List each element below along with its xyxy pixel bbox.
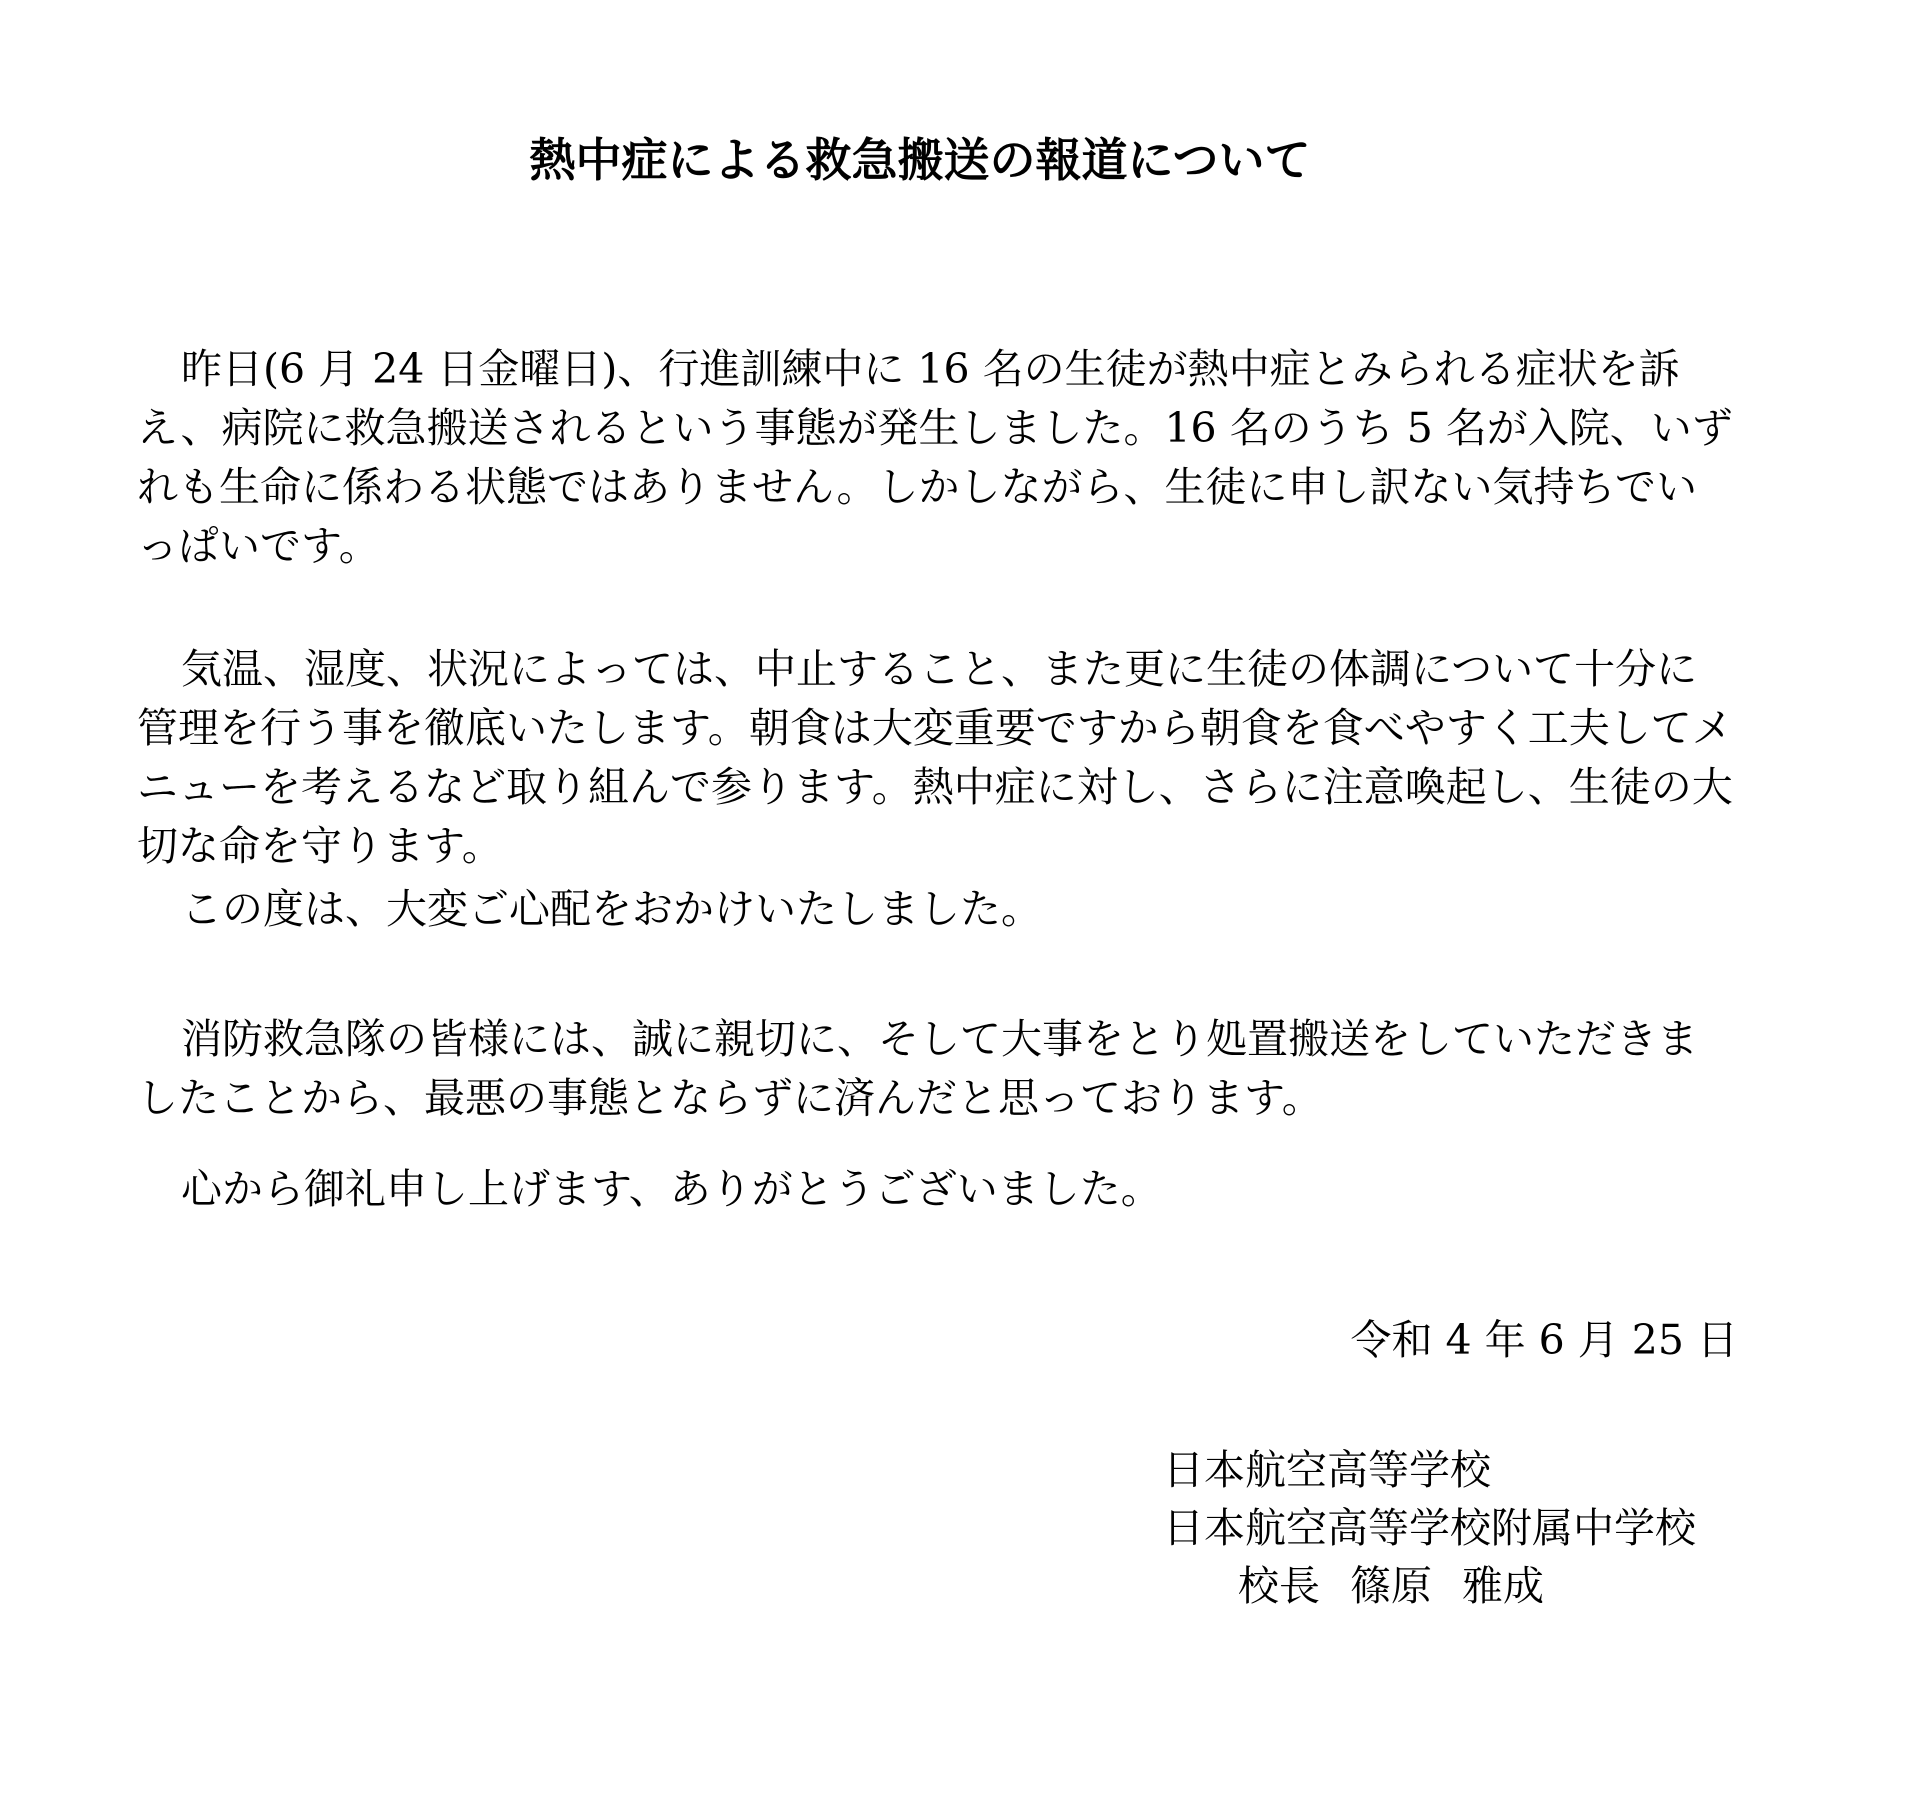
paragraph-text: 消防救急隊の皆様には、誠に親切に、そして大事をとり処置搬送をしていただきましたことから、最悪の事態とならずに済んだと思っております。 [137, 1015, 1698, 1122]
signature-role: 校長 [1238, 1562, 1320, 1610]
paragraph-text: 心から御礼申し上げます、ありがとうございました。 [181, 1165, 1162, 1213]
signature-school-junior-high: 日本航空高等学校附属中学校 [1163, 1504, 1696, 1552]
signature-school-high: 日本航空高等学校 [1163, 1446, 1491, 1494]
signature-given-name: 雅成 [1462, 1562, 1544, 1610]
document-date: 令和 4 年 6 月 25 日 [1350, 1316, 1738, 1364]
paragraph-thanks-firefighters [137, 1010, 1737, 1128]
signature-surname: 篠原 [1350, 1562, 1432, 1610]
paragraph-text: 気温、湿度、状況によっては、中止すること、また更に生徒の体調について十分に管理を行う事を徹底いたします。朝食は大変重要ですから朝食を食べやすく工夫してメニューを考えるなど取り組んで参ります。熱中症に対し、さらに注意喚起し、生徒の大切な命を守ります。 [137, 645, 1733, 870]
paragraph-text: この度は、大変ご心配をおかけいたしました。 [181, 885, 1042, 933]
paragraph-text: 昨日(6 月 24 日金曜日)、行進訓練中に 16 名の生徒が熱中症とみられる症状を訴え、病院に救急搬送されるという事態が発生しました。16 名のうち 5 名が入院、いずれも生命に係わる状態ではありません。しかしながら、生徒に申し訳ない気持ちでいっぱいです。 [137, 345, 1733, 570]
paragraph-gratitude [137, 1160, 1737, 1219]
signature-principal [1238, 1556, 1544, 1616]
paragraph-incident [137, 340, 1737, 576]
paragraph-measures [137, 640, 1737, 876]
paragraph-apology [137, 880, 1737, 939]
document-title: 熱中症による救急搬送の報道について [529, 133, 1311, 187]
